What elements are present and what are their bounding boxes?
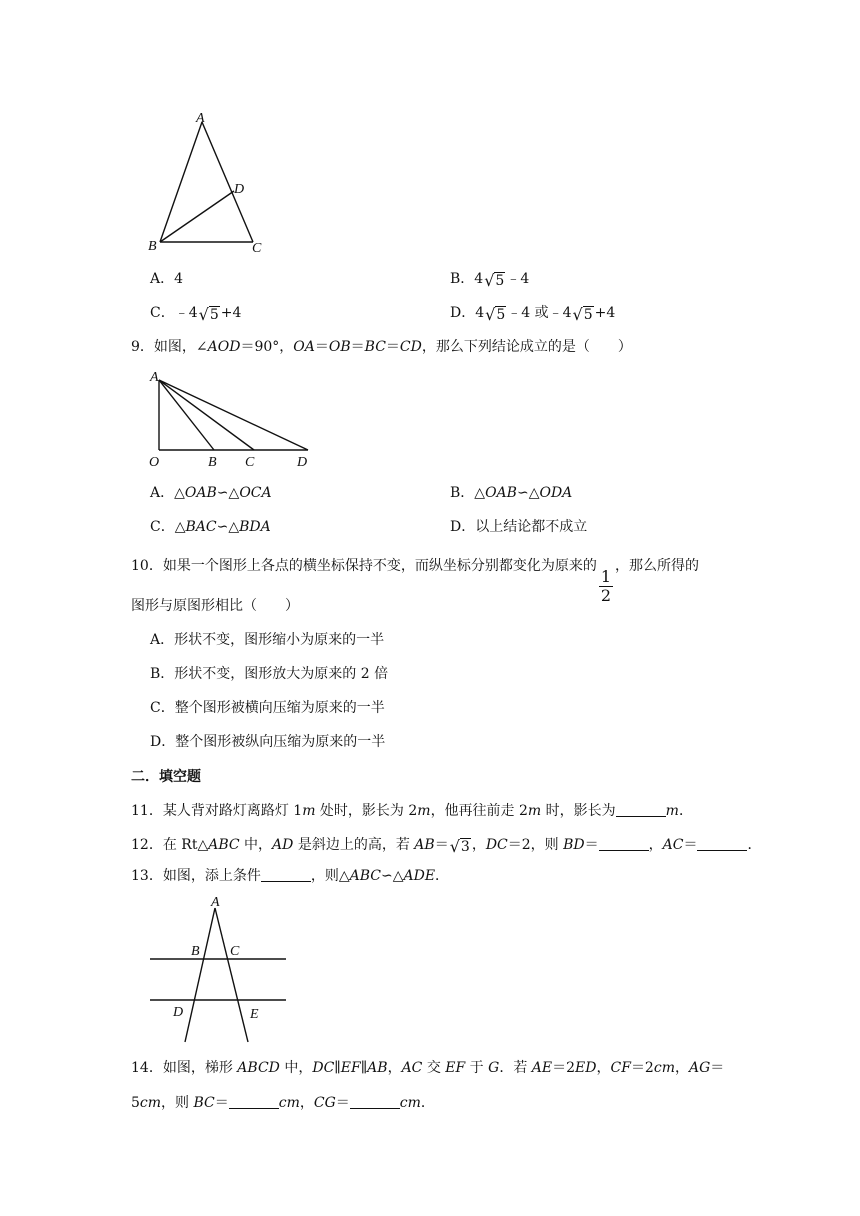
fig8-label-B: B [148, 239, 157, 254]
fig9-label-C: C [245, 455, 255, 470]
q9-stem: 9．如图，∠AOD＝90°，OA＝OB＝BC＝CD，那么下列结论成立的是（ ） [131, 339, 632, 355]
q10-stem-line2: 图形与原图形相比（ ） [131, 598, 299, 614]
option-text: ﹣4 或﹣4 [507, 305, 572, 321]
answer-blank[interactable] [261, 867, 311, 882]
option-text: ﹣4 [506, 271, 530, 287]
option-text: 4 [174, 271, 184, 287]
q10-stem-line1: 10．如果一个图形上各点的横坐标保持不变，而纵坐标分别都变化为原来的 $\frac{1}{2}$ ，那么所得的 [131, 558, 700, 605]
fig8-label-C: C [252, 241, 262, 256]
option-prefix: A． [150, 271, 175, 287]
answer-blank[interactable] [697, 836, 747, 851]
fig9-label-D: D [297, 455, 308, 470]
fig13-label-E: E [250, 1007, 259, 1022]
fig8-label-A: A [196, 111, 205, 126]
fig9-label-O: O [149, 455, 160, 470]
figure-q13 [146, 892, 291, 1050]
q10-option-d: D．整个图形被纵向压缩为原来的一半 [150, 734, 386, 750]
fig9-label-A: A [150, 370, 159, 385]
q8-option-b [450, 269, 529, 290]
section-heading: 二．填空题 [131, 769, 201, 785]
option-text: 4 [474, 271, 484, 287]
fig8-label-D: D [234, 182, 245, 197]
fig13-label-C: C [230, 944, 240, 959]
q14-stem-line1: 14．如图，梯形 ABCD 中，DC∥EF∥AB，AC 交 EF 于 G．若 AE＝2ED，CF＝2cm，AG＝ [131, 1060, 725, 1076]
option-prefix: C． [150, 305, 175, 321]
q8-option-d [450, 303, 615, 324]
option-prefix: D． [450, 305, 476, 321]
sqrt-symbol: √ 5 [484, 271, 505, 290]
answer-blank[interactable] [599, 836, 649, 851]
q14-stem-line2: 5cm，则 BC＝ cm，CG＝ cm． [131, 1095, 435, 1111]
sqrt-symbol: √ 3 [449, 837, 470, 856]
q9-option-a: A．△OAB∽△OCA [150, 485, 272, 501]
q10-option-b: B．形状不变，图形放大为原来的 2 倍 [150, 666, 389, 682]
option-text: 4 [475, 305, 485, 321]
answer-blank[interactable] [616, 802, 666, 817]
q9-option-d: D．以上结论都不成立 [450, 519, 588, 535]
q12-stem: 12．在 Rt△ABC 中，AD 是斜边上的高，若 AB＝ √ 3 ，DC＝2，则 BD＝ ，AC＝ ． [131, 837, 762, 856]
option-text: ﹣4 [174, 305, 198, 321]
fraction: $\frac{1}{2}$ [600, 567, 612, 605]
figure-q9 [146, 366, 316, 470]
q9-option-c: C．△BAC∽△BDA [150, 519, 271, 535]
fig13-label-B: B [191, 944, 200, 959]
fig9-label-B: B [208, 455, 217, 470]
answer-blank[interactable] [350, 1094, 400, 1109]
q8-option-a [150, 269, 183, 289]
fig13-label-D: D [173, 1005, 184, 1020]
option-prefix: B． [450, 271, 475, 287]
sqrt-symbol: √ 5 [572, 305, 593, 324]
fig13-label-A: A [211, 895, 220, 910]
figure-q8-triangle [140, 108, 270, 258]
q9-option-b: B．△OAB∽△ODA [450, 485, 573, 501]
sqrt-symbol: √ 5 [198, 305, 219, 324]
sqrt-symbol: √ 5 [485, 305, 506, 324]
option-text: +4 [220, 305, 242, 321]
q10-option-a: A．形状不变，图形缩小为原来的一半 [150, 632, 385, 648]
q10-option-c: C．整个图形被横向压缩为原来的一半 [150, 700, 385, 716]
q8-option-c [150, 303, 241, 324]
answer-blank[interactable] [229, 1094, 279, 1109]
option-text: +4 [594, 305, 616, 321]
q13-stem: 13．如图，添上条件 ，则△ABC∽△ADE． [131, 868, 450, 884]
q11-stem: 11．某人背对路灯离路灯 1m 处时，影长为 2m，他再往前走 2m 时，影长为 m． [131, 803, 693, 819]
